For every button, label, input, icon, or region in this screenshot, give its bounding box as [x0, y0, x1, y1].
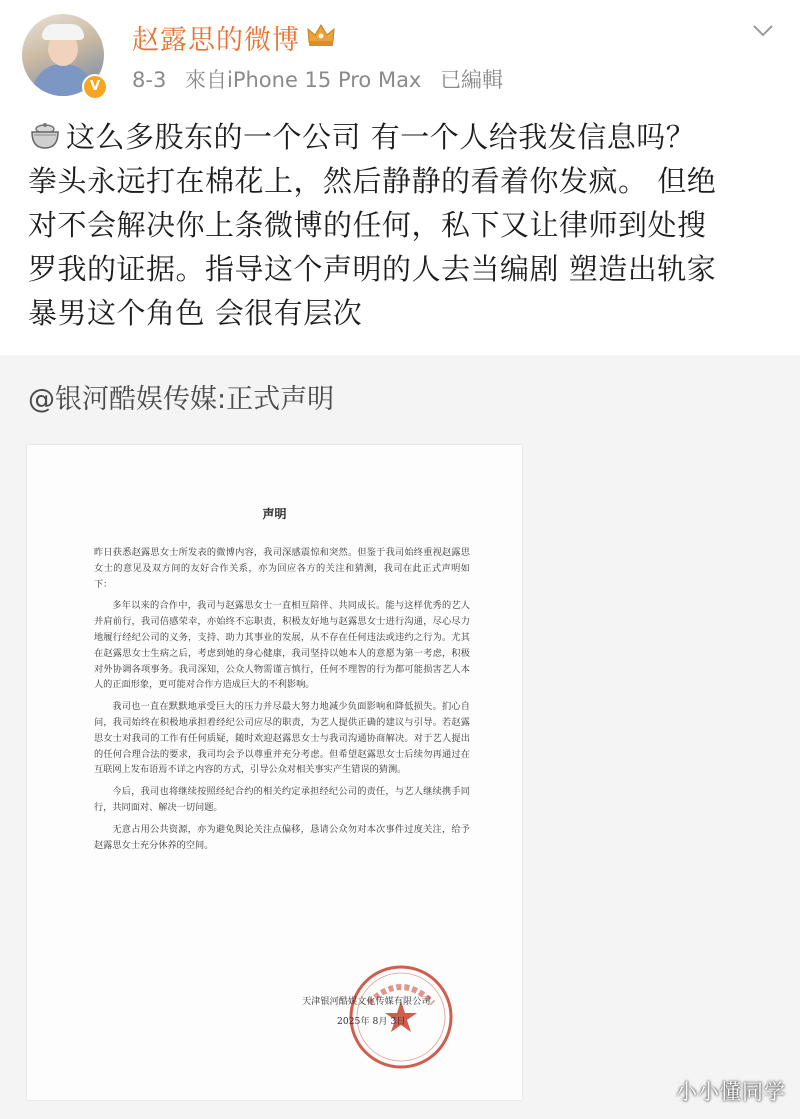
repost-source[interactable]: @银河酷娱传媒:正式声明 [28, 384, 335, 415]
verified-badge: V [82, 74, 108, 100]
post-line-2: 拳头永远打在棉花上，然后静静的看着你发疯。 但绝 [28, 164, 717, 198]
statement-title: 声明 [262, 507, 287, 521]
repost-card[interactable] [0, 355, 800, 1119]
post-line-1: 这么多股东的一个公司 有一个人给我发信息吗？ [28, 115, 778, 159]
post-text [28, 115, 778, 335]
bowl-icon [28, 121, 62, 151]
post-line-5: 暴男这个角色 会很有层次 [28, 296, 363, 330]
statement-image[interactable] [27, 445, 522, 1100]
watermark: 小小懂同学 [676, 1080, 786, 1104]
statement-paragraph: 今后，我司也将继续按照经纪合约的相关约定承担经纪公司的责任，与艺人继续携手同行，共同面对、解决一切问题。 [94, 786, 470, 813]
username[interactable]: 赵露思的微博 [132, 25, 300, 56]
chevron-down-icon[interactable] [752, 24, 774, 38]
statement-body [94, 545, 470, 859]
post-line-3: 对不会解决你上条微博的任何，私下又让律师到处搜 [28, 208, 707, 242]
statement-paragraph: 多年以来的合作中，我司与赵露思女士一直相互陪伴、共同成长。能与这样优秀的艺人并肩前行，我司倍感荣幸，亦始终不忘职责，积极友好地与赵露思女士进行沟通，尽心尽力地履行经纪公司的义务，支持、助力其事业的发展，从不存在任何违法或违约之行为。尤其在赵露思女士生病之后，考虑到她的身心健康，我司坚持以她本人的意愿为第一考虑，积极对外协调各项事务。我司深知，公众人物需谨言慎行，任何不理智的行为都可能损害艺人本人的正面形象，更可能对合作方造成巨大的不利影响。 [94, 600, 470, 691]
post-meta [132, 64, 515, 94]
statement-paragraph: 无意占用公共资源，亦为避免舆论关注点偏移，恳请公众勿对本次事件过度关注，给予赵露思女士充分休养的空间。 [94, 823, 470, 851]
post-line-4: 罗我的证据。指导这个声明的人去当编剧 塑造出轨家 [28, 252, 717, 286]
post-edited: 已編輯 [440, 68, 504, 92]
statement-date: 2025年 8月 3日 [337, 1016, 406, 1027]
statement-paragraph: 昨日获悉赵露思女士所发表的微博内容，我司深感震惊和突然。但鉴于我司始终重视赵露思女士的意见及双方间的友好合作关系，亦为回应各方的关注和猜测，我司在此正式声明如下： [94, 547, 470, 590]
post-date: 8-3 [132, 68, 167, 92]
statement-signature: 天津银河酷娱文化传媒有限公司 [302, 996, 431, 1007]
statement-paragraph: 我司也一直在默默地承受巨大的压力并尽最大努力地减少负面影响和降低损失。扪心自问，我司始终在积极地承担着经纪公司应尽的职责，为艺人提供正确的建议与引导。若赵露思女士对我司的工作有任何质疑，随时欢迎赵露思女士与我司沟通协商解决。对于艺人提出的任何合理合法的要求，我司均会予以尊重并充分考虑。但希望赵露思女士后续勿再通过在互联网上发布语焉不详之内容的方式，引导公众对相关事实产生错误的猜测。 [94, 701, 470, 776]
post-header [0, 0, 800, 105]
post-device: 來自iPhone 15 Pro Max [185, 68, 422, 92]
crown-icon [306, 22, 336, 48]
